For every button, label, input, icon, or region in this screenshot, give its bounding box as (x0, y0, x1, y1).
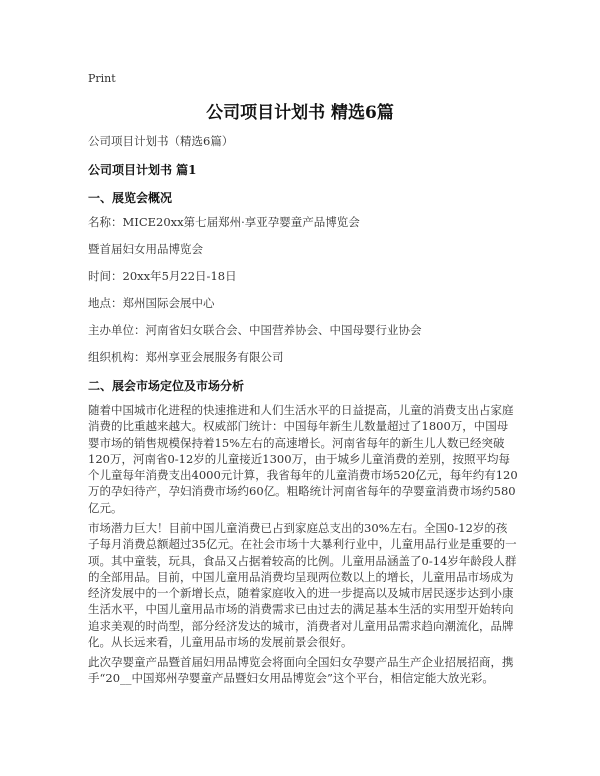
event-time: 时间：20xx年5月22日-18日 (88, 269, 237, 283)
market-paragraph-1: 随着中国城市化进程的快速推进和人们生活水平的日益提高，儿童的消费支出占家庭消费的比重越来越大。权威部门统计：中国每年新生儿数量超过了1800万，中国母婴市场的销售规模保持着15%左右的高速增长。河南省每年的新生儿人数已经突破120万，河南省0-12岁的儿童接近1300万，由于城乡儿童消费的差别，按照平均每个儿童每年消费支出4000元计算，我省每年的儿童消费市场520亿元，每年约有120万的孕妇待产，孕妇消费市场约60亿。粗略统计河南省每年的孕婴童消费市场约580亿元。 (88, 403, 518, 515)
article-title: 公司项目计划书 篇1 (88, 163, 197, 177)
market-paragraph-3: 此次孕婴童产品暨首届妇用品博览会将面向全国妇女孕婴产品生产企业招展招商，携手“20__中国郑州孕婴童产品暨妇女用品博览会”这个平台，相信定能大放光彩。 (88, 655, 514, 686)
page-title: 公司项目计划书 精选6篇 (206, 103, 394, 123)
subtitle: 公司项目计划书（精选6篇） (88, 134, 234, 148)
event-name-line2: 暨首届妇女用品博览会 (88, 242, 203, 256)
event-location: 地点：郑州国际会展中心 (88, 296, 215, 310)
print-link[interactable]: Print (88, 72, 116, 85)
event-organizer: 主办单位：河南省妇女联合会、中国营养协会、中国母婴行业协会 (88, 323, 422, 337)
event-name-line1: 名称：MICE20xx第七届郑州·享亚孕婴童产品博览会 (88, 215, 360, 229)
section2-heading: 二、展会市场定位及市场分析 (88, 379, 245, 393)
event-agency: 组织机构：郑州享亚会展服务有限公司 (88, 350, 284, 364)
market-paragraph-2: 市场潜力巨大！目前中国儿童消费已占到家庭总支出的30%左右。全国0-12岁的孩子每月消费总额超过35亿元。在社会市场十大暴利行业中，儿童用品行业是重要的一项。其中童装，玩具，食品又占据着较高的比例。儿童用品涵盖了0-14岁年龄段人群的全部用品。目前，中国儿童用品消费均呈现两位数以上的增长，儿童用品市场成为经济发展中的一个新增长点，随着家庭收入的进一步提高以及城市居民逐步达到小康生活水平，中国儿童用品市场的消费需求已由过去的满足基本生活的实用型开始转向追求美观的时尚型，部分经济发达的城市，消费者对儿童用品需求趋向潮流化，品牌化。从长远来看，儿童用品市场的发展前景会很好。 (88, 521, 517, 650)
section1-heading: 一、展览会概况 (88, 191, 173, 205)
